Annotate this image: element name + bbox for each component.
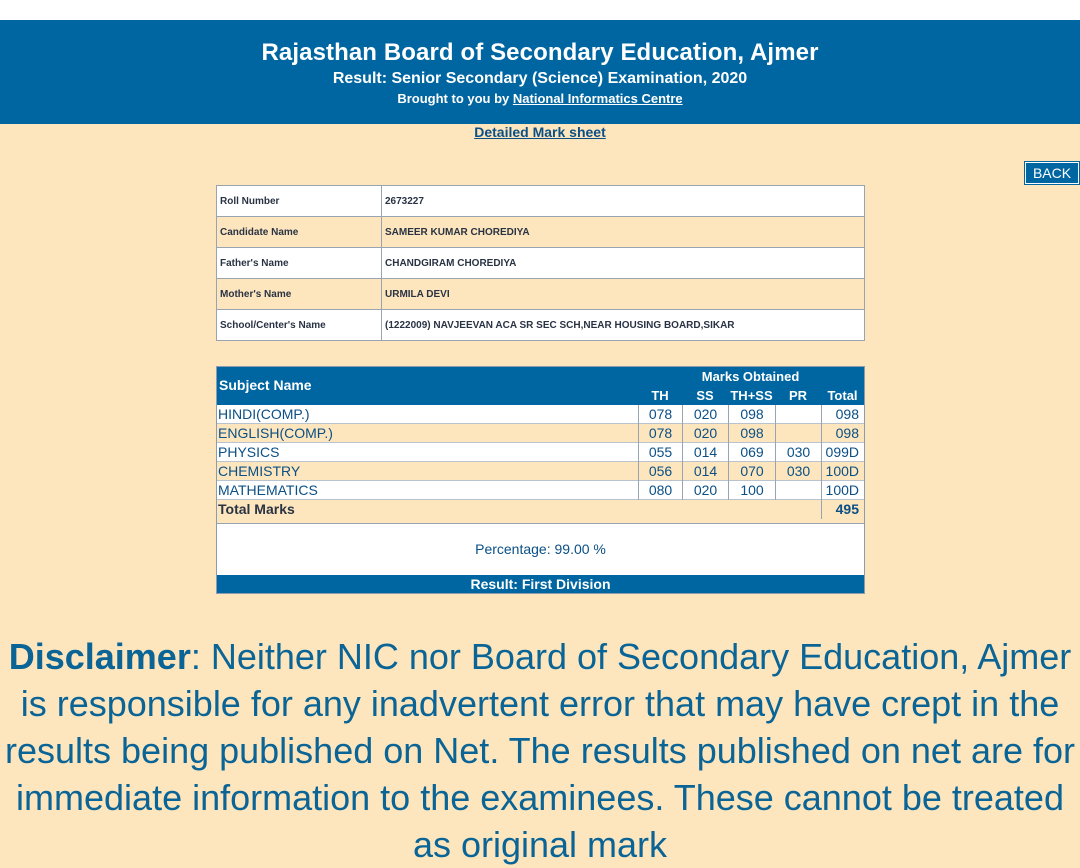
thss-mark: 100 <box>728 481 775 500</box>
info-label: Roll Number <box>217 186 382 217</box>
subject-name-header: Subject Name <box>219 377 312 393</box>
pr-mark: 030 <box>775 443 821 462</box>
top-strip <box>0 0 1080 20</box>
ss-mark: 014 <box>682 462 728 481</box>
subject-row <box>217 443 864 462</box>
pr-mark: 030 <box>775 462 821 481</box>
thss-mark: 069 <box>728 443 775 462</box>
nic-link[interactable]: National Informatics Centre <box>512 91 683 106</box>
credit-line <box>0 91 1080 106</box>
subject-row <box>217 424 864 443</box>
thss-header: TH+SS <box>730 388 773 403</box>
th-header: TH <box>651 388 669 403</box>
candidate-info-table <box>216 185 865 341</box>
thss-mark: 070 <box>728 462 775 481</box>
marks-table <box>216 366 865 594</box>
info-row <box>217 248 865 279</box>
subject-name: MATHEMATICS <box>218 482 318 498</box>
info-row <box>217 186 865 217</box>
subject-name: HINDI(COMP.) <box>218 406 310 422</box>
total-marks-value: 495 <box>821 500 864 519</box>
info-row <box>217 279 865 310</box>
ss-mark: 020 <box>682 481 728 500</box>
page-header <box>0 20 1080 124</box>
ss-mark: 020 <box>682 424 728 443</box>
subject-name: ENGLISH(COMP.) <box>218 425 333 441</box>
pr-header: PR <box>788 388 808 403</box>
disclaimer-text: : Neither NIC nor Board of Secondary Education, Ajmer is responsible for any inadvertent error that may have crept in the results being published on Net. The results published on net are for immediate information to the examinees. These cannot be treated as original mark <box>5 636 1075 865</box>
result-division: Result: First Division <box>217 575 864 593</box>
total-marks-label: Total Marks <box>218 501 295 517</box>
info-value: 2673227 <box>382 186 865 217</box>
info-value: URMILA DEVI <box>382 279 865 310</box>
th-mark: 078 <box>638 424 682 443</box>
total-mark: 100D <box>821 462 864 481</box>
thss-mark: 098 <box>728 405 775 424</box>
total-mark: 098 <box>821 424 864 443</box>
marks-header <box>217 367 864 405</box>
info-value: SAMEER KUMAR CHOREDIYA <box>382 217 865 248</box>
total-mark: 099D <box>821 443 864 462</box>
th-mark: 078 <box>638 405 682 424</box>
ss-header: SS <box>696 388 714 403</box>
info-row <box>217 310 865 341</box>
board-title: Rajasthan Board of Secondary Education, Ajmer <box>261 39 819 66</box>
percentage: Percentage: 99.00 % <box>475 541 606 557</box>
ss-mark: 014 <box>682 443 728 462</box>
marks-obtained-header: Marks Obtained <box>701 369 800 384</box>
total-row <box>217 500 864 519</box>
back-button[interactable]: BACK <box>1025 162 1079 184</box>
pr-mark <box>775 405 821 424</box>
percentage-box <box>217 523 864 575</box>
th-mark: 080 <box>638 481 682 500</box>
total-mark: 100D <box>821 481 864 500</box>
subject-row <box>217 462 864 481</box>
info-value: CHANDGIRAM CHOREDIYA <box>382 248 865 279</box>
pr-mark <box>775 481 821 500</box>
total-mark: 098 <box>821 405 864 424</box>
total-header: Total <box>827 388 858 403</box>
detailed-marksheet-link[interactable]: Detailed Mark sheet <box>474 124 606 140</box>
subject-name: PHYSICS <box>218 444 280 460</box>
disclaimer <box>0 633 1080 868</box>
subject-name: CHEMISTRY <box>218 463 301 479</box>
info-label: Mother's Name <box>217 279 382 310</box>
th-mark: 056 <box>638 462 682 481</box>
thss-mark: 098 <box>728 424 775 443</box>
info-row <box>217 217 865 248</box>
disclaimer-label: Disclaimer <box>8 636 191 677</box>
th-mark: 055 <box>638 443 682 462</box>
credit-prefix: Brought to you by <box>397 91 513 106</box>
ss-mark: 020 <box>682 405 728 424</box>
info-label: Candidate Name <box>217 217 382 248</box>
exam-subtitle: Result: Senior Secondary (Science) Examination, 2020 <box>332 70 748 87</box>
info-value: (1222009) NAVJEEVAN ACA SR SEC SCH,NEAR HOUSING BOARD,SIKAR <box>382 310 865 341</box>
info-label: Father's Name <box>217 248 382 279</box>
info-label: School/Center's Name <box>217 310 382 341</box>
pr-mark <box>775 424 821 443</box>
subject-row <box>217 481 864 500</box>
subject-row <box>217 405 864 424</box>
